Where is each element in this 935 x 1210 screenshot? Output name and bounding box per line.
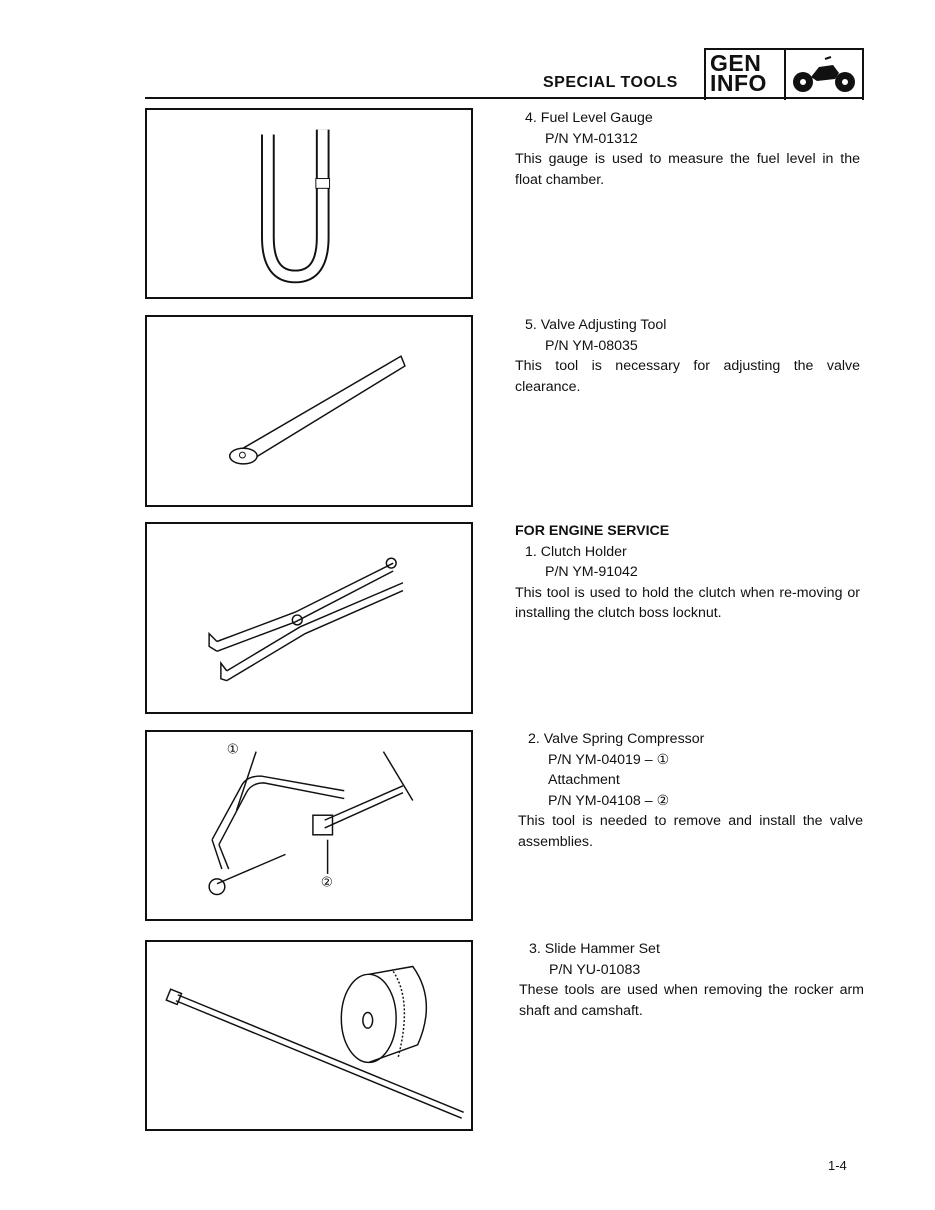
item-fuel-level-gauge bbox=[515, 108, 860, 190]
item-subheading: Attachment bbox=[548, 772, 620, 788]
valve-spring-compressor-figure bbox=[145, 730, 473, 921]
item-heading: 3. Slide Hammer Set bbox=[529, 941, 660, 957]
valve-adjusting-tool-figure bbox=[145, 315, 473, 507]
item-description: These tools are used when removing the rocker arm shaft and camshaft. bbox=[519, 982, 864, 1019]
item-slide-hammer-set bbox=[519, 939, 864, 1021]
item-description: This tool is used to hold the clutch when re-moving or installing the clutch boss locknut. bbox=[515, 584, 860, 621]
item-part-number: P/N YM-91042 bbox=[545, 564, 638, 580]
item-valve-spring-compressor bbox=[518, 729, 863, 852]
item-part-number: P/N YM-01312 bbox=[545, 130, 638, 147]
logo-line2: INFO bbox=[710, 70, 767, 96]
item-heading: 2. Valve Spring Compressor bbox=[528, 731, 705, 747]
item-description: This tool is necessary for adjusting the valve clearance. bbox=[515, 358, 860, 395]
callout-1: ① bbox=[226, 741, 240, 757]
gen-info-logo bbox=[704, 48, 864, 100]
atv-icon bbox=[786, 50, 862, 100]
item-clutch-holder bbox=[515, 521, 860, 624]
item-part-number: P/N YM-08035 bbox=[545, 337, 638, 354]
item-heading: 1. Clutch Holder bbox=[525, 543, 627, 560]
section-heading: FOR ENGINE SERVICE bbox=[515, 523, 670, 539]
item-part-number: P/N YU-01083 bbox=[549, 961, 641, 978]
item-part-number-2: P/N YM-04108 – ② bbox=[548, 792, 670, 809]
logo-line1: GEN bbox=[710, 50, 762, 76]
item-heading: 5. Valve Adjusting Tool bbox=[525, 317, 667, 333]
item-valve-adjusting-tool bbox=[515, 315, 860, 397]
callout-2: ② bbox=[320, 874, 334, 890]
item-heading: 4. Fuel Level Gauge bbox=[525, 110, 653, 126]
item-description: This tool is needed to remove and install the valve assemblies. bbox=[518, 813, 863, 850]
page-title: SPECIAL TOOLS bbox=[543, 74, 678, 91]
header-rule bbox=[145, 97, 863, 99]
item-part-number: P/N YM-04019 – ① bbox=[548, 751, 670, 768]
clutch-holder-figure bbox=[145, 522, 473, 714]
page-number: 1-4 bbox=[828, 1158, 847, 1173]
fuel-level-gauge-figure bbox=[145, 108, 473, 299]
slide-hammer-set-figure bbox=[145, 940, 473, 1131]
item-description: This gauge is used to measure the fuel level in the float chamber. bbox=[515, 151, 860, 188]
